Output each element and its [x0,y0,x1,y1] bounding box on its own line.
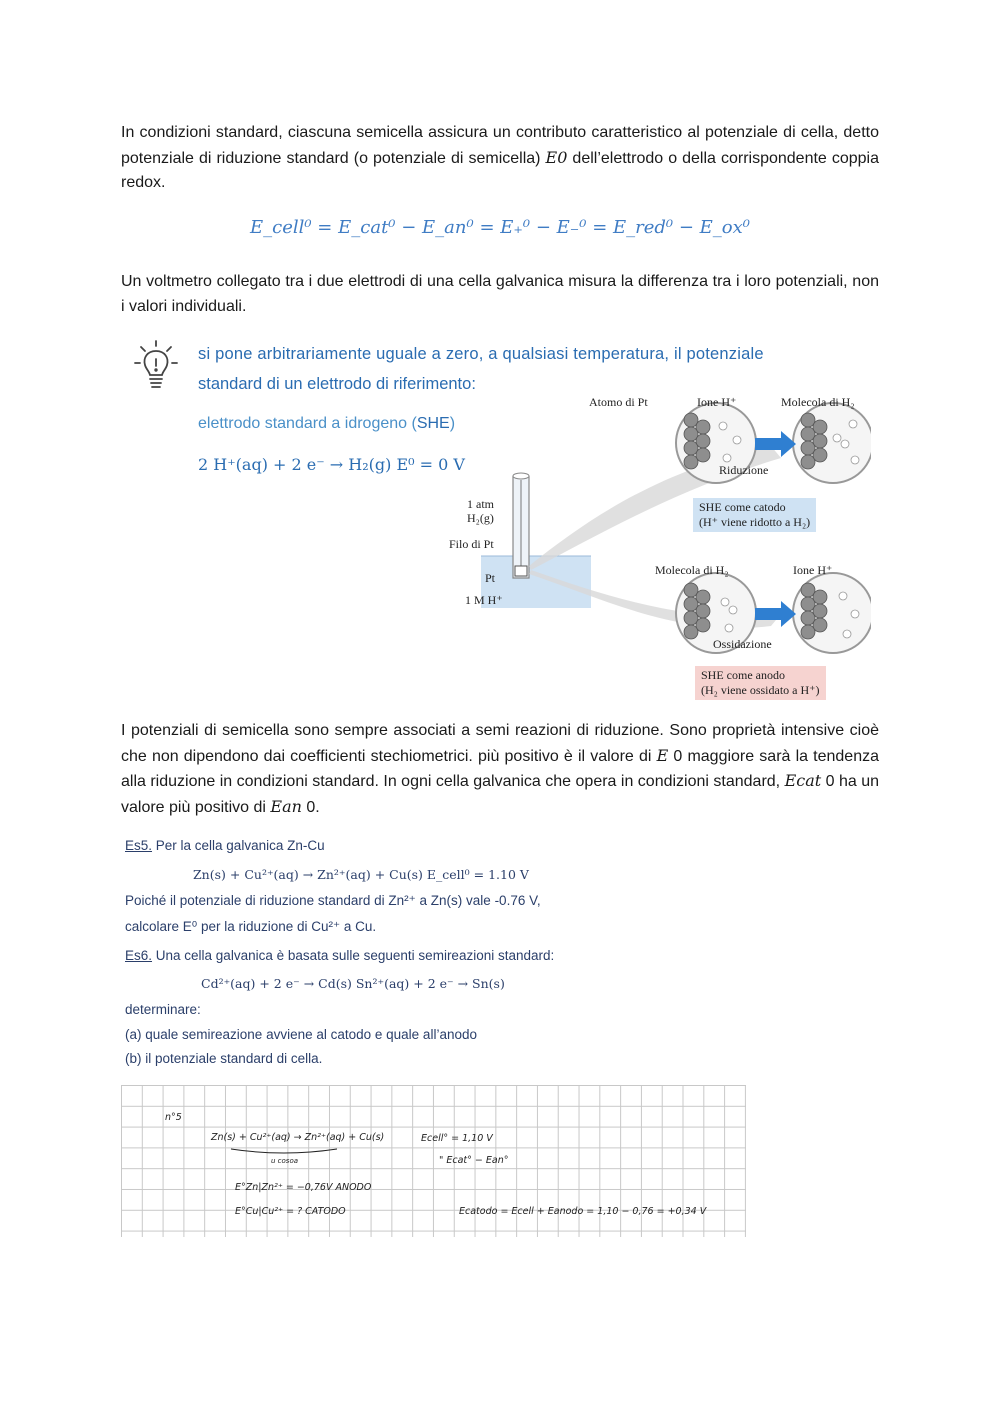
she-cathode-tag [693,498,816,532]
she-heading-abbrev: SHE [416,415,450,432]
label-1-atm: 1 atm [467,497,494,511]
es6-equation: Cd²⁺(aq) + 2 e⁻ → Cd(s) Sn²⁺(aq) + 2 e⁻ → Sn(s) [201,976,505,991]
she-heading-a: elettrodo standard a idrogeno ( [198,415,417,432]
note-title: n°5 [165,1112,182,1123]
es6-text: Una cella galvanica è basata sulle seguenti semireazioni standard: [152,948,555,963]
symbol-e0: E0 [545,147,568,167]
paragraph-voltmeter: Un voltmetro collegato tra i due elettrodi di una cella galvanica misura la differenza tra i loro potenziali, non i valori individuali. [121,273,879,315]
p3-part-d: 0. [301,798,320,816]
es6-part-a: (a) quale semireazione avviene al catodo e quale all’anodo [125,1027,477,1042]
label-molecola-h2-bottom: Molecola di H₂ [655,563,729,577]
she-heading-c: ) [449,415,456,432]
cell-potential-formula: E_cell⁰ = E_cat⁰ − E_an⁰ = E₊⁰ − E₋⁰ = E_red⁰ − E_ox⁰ [249,217,751,238]
note-zn: E°Zn|Zn²⁺ = −0,76V ANODO [235,1182,372,1193]
note-reaction: Zn(s) + Cu²⁺(aq) → Zn²⁺(aq) + Cu(s) [211,1132,385,1143]
she-figure [121,333,879,703]
p3-part-b: 0 maggiore sarà la tendenza alla riduzione in condizioni standard. In ogni cella galvanica che opera in condizioni standard, [121,747,880,790]
note-ecat: " Ecat° − Ean° [439,1155,509,1166]
she-cathode-tag-line1: SHE come catodo [699,500,786,514]
label-filo-pt: Filo di Pt [449,537,494,551]
label-ione-h-top: Ione H⁺ [697,395,737,409]
es5-heading [125,838,325,853]
es6-label: Es6. [125,948,153,963]
label-molecola-h2-top: Molecola di H₂ [781,395,855,409]
she-heading [198,415,455,433]
paragraph-half-cell [121,719,879,820]
note-result: Ecatodo = Ecell + Eanodo = 1,10 − 0,76 = +0,34 V [459,1206,707,1217]
paragraph-intro-text: In condizioni standard, ciascuna semicella assicura un contributo caratteristico al potenziale di cella, detto potenziale di riduzione standard (o potenziale di semicella) [121,124,879,167]
she-anode-tag [695,666,826,700]
label-1m-h: 1 M H⁺ [465,593,503,607]
es6-part-b: (b) il potenziale standard di cella. [125,1051,323,1066]
note-cu: E°Cu|Cu²⁺ = ? CATODO [235,1206,346,1217]
es6-determine: determinare: [125,1002,201,1017]
es5-label: Es5. [125,838,153,853]
label-riduzione: Riduzione [719,463,769,477]
she-equation: 2 H⁺(aq) + 2 e⁻ → H₂(g) E⁰ = 0 V [198,455,465,474]
label-pt: Pt [485,571,496,585]
es5-line-2: Poiché il potenziale di riduzione standard di Zn²⁺ a Zn(s) vale -0.76 V, [125,893,541,908]
note-ecell: Ecell° = 1,10 V [421,1133,493,1144]
symbol-ean: Ean [270,796,302,816]
p3-part-a: I potenziali di semicella sono sempre associati a semi reazioni di riduzione. Sono proprietà intensive cioè che non dipendono dai coefficienti stechiometrici. più positivo è il valore di [121,722,879,765]
p3-part-c: 0 ha un valore più positivo di [121,773,880,816]
symbol-ecat: Ecat [784,771,822,790]
note-underline [229,1147,339,1157]
she-electrode-diagram [451,388,871,703]
label-ione-h-bottom: Ione H⁺ [793,563,833,577]
es5-equation: Zn(s) + Cu²⁺(aq) → Zn²⁺(aq) + Cu(s) E_cell⁰ = 1.10 V [193,867,529,882]
figure-line-2: standard di un elettrodo di riferimento: [198,375,476,393]
she-anode-tag-line2: (H₂ viene ossidato a H⁺) [701,683,820,697]
note-under: u cosoa [271,1157,299,1165]
she-cathode-tag-line2: (H⁺ viene ridotto a H₂) [699,515,811,529]
es5-line-3: calcolare E⁰ per la riduzione di Cu²⁺ a Cu. [125,919,377,934]
symbol-e: E [656,745,669,765]
lightbulb-icon [133,339,179,393]
paragraph-intro-end: dell’elettrodo o della corrispondente coppia redox. [121,149,879,191]
label-atomo-pt: Atomo di Pt [589,395,648,409]
she-anode-tag-line1: SHE come anodo [701,668,785,682]
es6-heading [125,948,554,963]
paragraph-intro [121,121,879,196]
es5-text: Per la cella galvanica Zn-Cu [152,838,325,853]
label-ossidazione: Ossidazione [713,637,772,651]
label-h2g: H₂(g) [467,511,494,525]
handwritten-note [121,1085,746,1237]
figure-line-1: si pone arbitrariamente uguale a zero, a qualsiasi temperatura, il potenziale [198,345,764,363]
